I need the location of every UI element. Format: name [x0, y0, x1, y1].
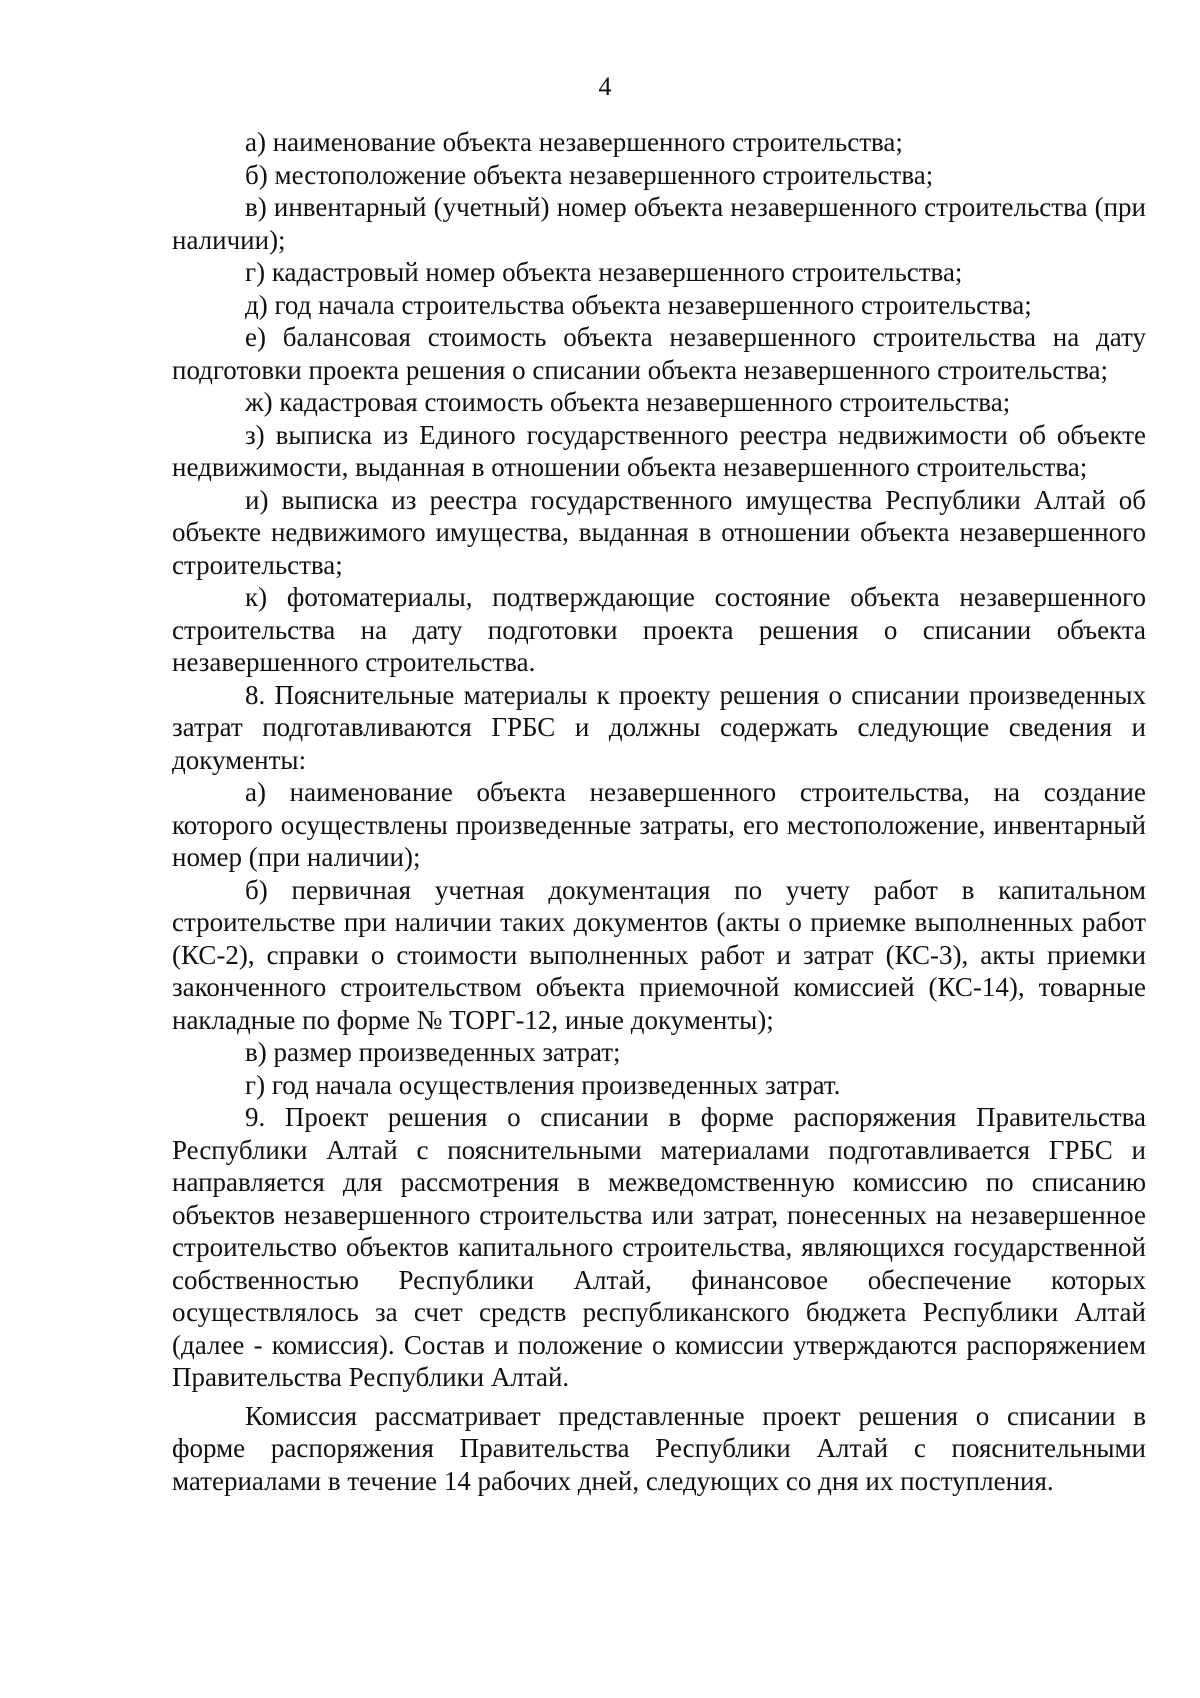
- paragraph-commission-review: Комиссия рассматривает представленные проект решения о списании в форме распоряжения Правительства Республики Алтай с пояснительными материалами в течение 14 рабочих дней, следующих со дня их поступления.: [172, 1400, 1146, 1496]
- paragraph-8-item-a: а) наименование объекта незавершенного строительства, на создание которого осуществлены произведенные затраты, его местоположение, инвентарный номер (при наличии);: [172, 777, 1146, 872]
- paragraph-section-8: 8. Пояснительные материалы к проекту решения о списании произведенных затрат подготавливаются ГРБС и должны содержать следующие сведения и документы:: [172, 679, 1146, 775]
- paragraph-item-v: в) инвентарный (учетный) номер объекта незавершенного строительства (при наличии);: [172, 192, 1146, 255]
- paragraph-8-item-g: г) год начала осуществления произведенных затрат.: [245, 1069, 841, 1100]
- paragraph-item-e: е) балансовая стоимость объекта незавершенного строительства на дату подготовки проекта решения о списании объекта незавершенного строительства;: [172, 322, 1146, 385]
- paragraph-item-z: з) выписка из Единого государственного реестра недвижимости об объекте недвижимости, выданная в отношении объекта незавершенного строительства;: [172, 419, 1146, 482]
- document-body: [172, 126, 1146, 1497]
- paragraph-item-k: к) фотоматериалы, подтверждающие состояние объекта незавершенного строительства на дату подготовки проекта решения о списании объекта незавершенного строительства.: [172, 582, 1146, 677]
- paragraph-item-a: а) наименование объекта незавершенного строительства;: [245, 127, 903, 157]
- paragraph-8-item-b: б) первичная учетная документация по учету работ в капитальном строительстве при наличии таких документов (акты о приемке выполненных работ (КС-2), справки о стоимости выполненных работ и затрат (КС-3), акты приемки законченного строительством объекта приемочной комиссией (КС-14), товарные накладные по форме № ТОРГ-12, иные документы);: [172, 874, 1146, 1035]
- paragraph-8-item-v: в) размер произведенных затрат;: [245, 1037, 621, 1067]
- paragraph-item-d: д) год начала строительства объекта незавершенного строительства;: [245, 289, 1032, 320]
- paragraph-item-g: г) кадастровый номер объекта незавершенного строительства;: [245, 257, 963, 287]
- page-number: 4: [598, 72, 612, 101]
- paragraph-item-b: б) местоположение объекта незавершенного строительства;: [245, 159, 934, 190]
- paragraph-item-i: и) выписка из реестра государственного имущества Республики Алтай об объекте недвижимого имущества, выданная в отношении объекта незавершенного строительства;: [172, 484, 1146, 580]
- paragraph-section-9: 9. Проект решения о списании в форме распоряжения Правительства Республики Алтай с пояснительными материалами подготавливается ГРБС и направляется для рассмотрения в межведомственную комиссию по списанию объектов незавершенного строительства или затрат, понесенных на незавершенное строительство объектов капитального строительства, являющихся государственной собственностью Республики Алтай, финансовое обеспечение которых осуществлялось за счет средств республиканского бюджета Республики Алтай (далее - комиссия). Состав и положение о комиссии утверждаются распоряжением Правительства Республики Алтай.: [172, 1102, 1146, 1392]
- paragraph-item-zh: ж) кадастровая стоимость объекта незавершенного строительства;: [245, 387, 1011, 417]
